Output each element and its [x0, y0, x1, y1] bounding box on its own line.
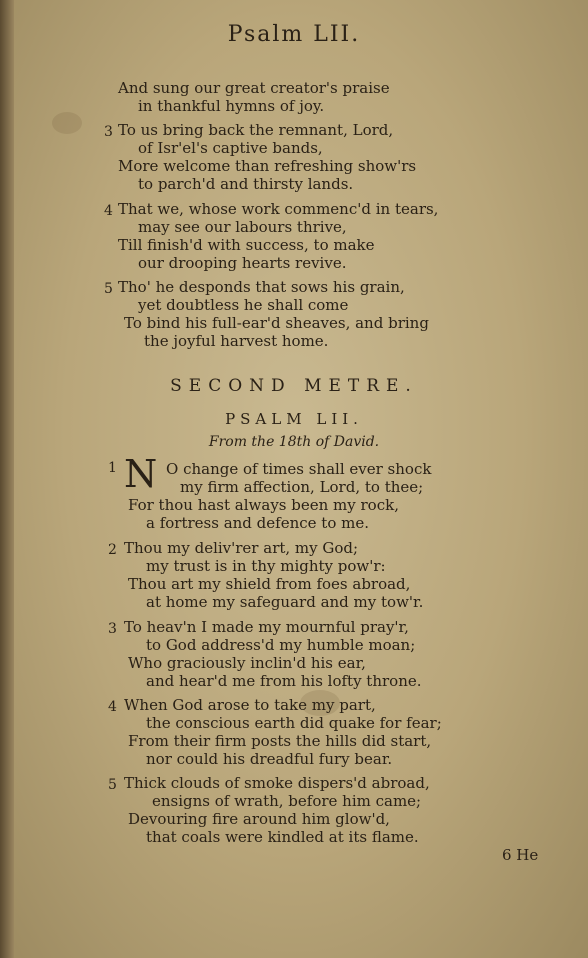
verse-line: Thou my deliv'rer art, my God; [124, 539, 359, 557]
page-title: Psalm LII. [227, 22, 361, 47]
page-stain [52, 112, 82, 134]
verse-line: that coals were kindled at its flame. [146, 828, 419, 846]
verse-line: at home my safeguard and my tow'r. [146, 593, 424, 611]
drop-cap: N [124, 452, 158, 496]
verse-number: 5 [104, 281, 113, 297]
verse-number: 1 [108, 460, 117, 476]
verse-line: Till finish'd with success, to make [118, 236, 375, 254]
verse-number: 3 [104, 124, 113, 140]
verse-number: 4 [104, 203, 113, 219]
verse-line: More welcome than refreshing show'rs [118, 157, 417, 175]
section-heading: SECOND METRE. [170, 376, 418, 396]
catchword: 6 He [502, 846, 539, 864]
verse-line: And sung our great creator's praise [118, 79, 390, 97]
verse-line: my firm affection, Lord, to thee; [180, 478, 424, 496]
verse-line: nor could his dreadful fury bear. [146, 750, 393, 768]
verse-line: Thick clouds of smoke dispers'd abroad, [124, 774, 430, 792]
psalm-heading: PSALM LII. [225, 410, 363, 428]
verse-line: When God arose to take my part, [124, 696, 376, 714]
verse-line: in thankful hymns of joy. [138, 97, 325, 115]
verse-line: the joyful harvest home. [144, 332, 329, 350]
verse-line: a fortress and defence to me. [146, 514, 369, 532]
verse-line: Who graciously inclin'd his ear, [128, 654, 366, 672]
verse-line: Devouring fire around him glow'd, [128, 810, 390, 828]
verse-line: To us bring back the remnant, Lord, [118, 121, 394, 139]
page-binding-edge [0, 0, 14, 958]
verse-number: 2 [108, 542, 117, 558]
verse-line: To heav'n I made my mournful pray'r, [124, 618, 409, 636]
verse-line: my trust is in thy mighty pow'r: [146, 557, 386, 575]
verse-line: Thou art my shield from foes abroad, [128, 575, 411, 593]
verse-line: From their firm posts the hills did start, [128, 732, 432, 750]
verse-line: ensigns of wrath, before him came; [152, 792, 422, 810]
verse-line: and hear'd me from his lofty throne. [146, 672, 422, 690]
verse-line: That we, whose work commenc'd in tears, [118, 200, 439, 218]
verse-line: To bind his full-ear'd sheaves, and bring [124, 314, 429, 332]
source-note: From the 18th of David. [208, 434, 380, 450]
verse-number: 4 [108, 699, 117, 715]
verse-line: Tho' he desponds that sows his grain, [118, 278, 405, 296]
verse-line: O change of times shall ever shock [166, 460, 432, 478]
verse-number: 3 [108, 621, 117, 637]
verse-line: to parch'd and thirsty lands. [138, 175, 354, 193]
verse-line: to God address'd my humble moan; [146, 636, 416, 654]
verse-line: may see our labours thrive, [138, 218, 347, 236]
verse-number: 5 [108, 777, 117, 793]
verse-line: For thou hast always been my rock, [128, 496, 399, 514]
verse-line: of Isr'el's captive bands, [138, 139, 323, 157]
verse-line: the conscious earth did quake for fear; [146, 714, 442, 732]
verse-line: our drooping hearts revive. [138, 254, 347, 272]
verse-line: yet doubtless he shall come [138, 296, 349, 314]
